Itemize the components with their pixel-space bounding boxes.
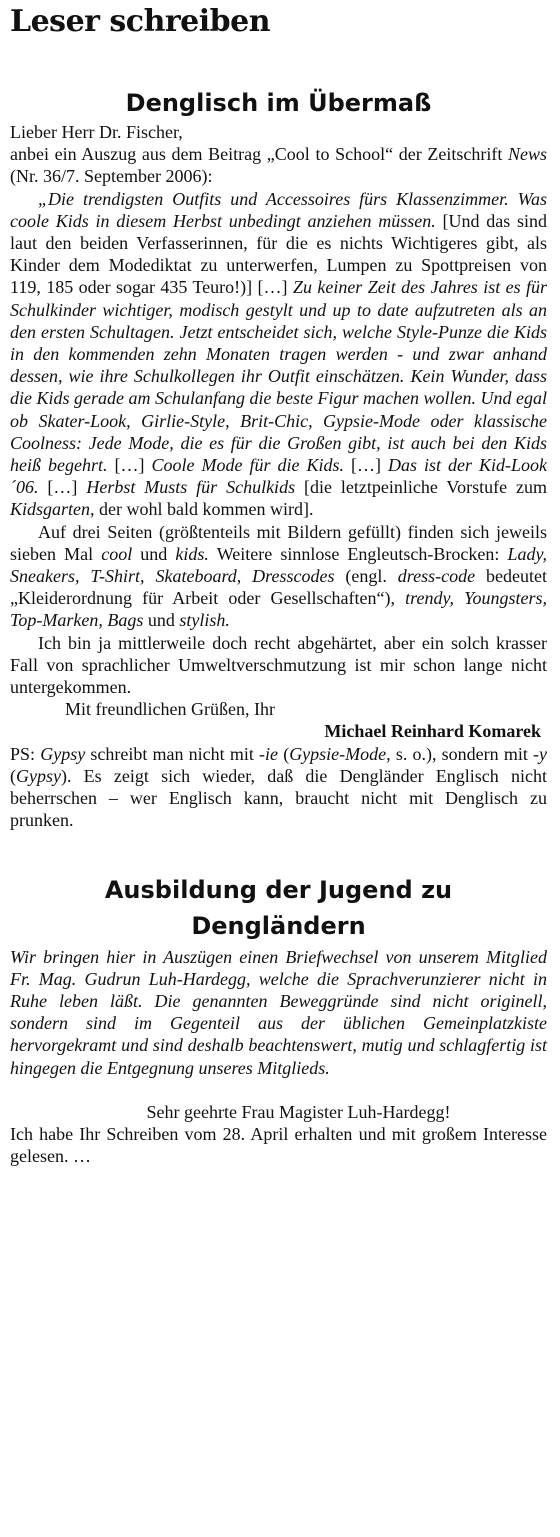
article-headline: Denglisch im Übermaß bbox=[125, 89, 432, 117]
signature: Michael Reinhard Komarek bbox=[324, 721, 541, 742]
article-denglisch bbox=[10, 88, 547, 832]
intro-paragraph: anbei ein Auszug aus dem Beitrag „Cool to School“ der Zeitschrift News (Nr. 36/7. September 2006): bbox=[10, 144, 547, 187]
article-headline bbox=[10, 872, 547, 944]
quoted-excerpt: „Die trendigsten Outfits und Accessoires fürs Klassenzimmer. Was coole Kids in diesem Herbst unbedingt anziehen müssen. [Und das sind laut den beiden Verfasserinnen, für die es nichts Wichtigeres gibt, als Kinder dem Modediktat zu unterwerfen, Lumpen zu Spottpreisen von 119, 185 oder sogar 435 Teuro!)] […] Zu keiner Zeit des Jahres ist es für Schulkinder wichtiger, modisch gestylt und up to date aufzutreten als an den ersten Schultagen. Jetzt entscheidet sich, welche Style-Punze die Kids in den kommenden zehn Monaten tragen werden - und zwar anhand dessen, wie ihre Schulkollegen ihr Outfit einschätzen. Kein Wunder, dass die Kids gerade am Schulanfang die beste Figur machen wollen. Und egal ob Skater-Look, Girlie-Style, Brit-Chic, Gypsie-Mode oder klassische Coolness: Jede Mode, die es für die Großen gibt, ist auch bei den Kids heiß begehrt. […] Coole Mode für die Kids. […] Das ist der Kid-Look ´06. […] Herbst Musts für Schulkids [die letztpeinliche Vorstufe zum Kidsgarten, der wohl bald kommen wird]. bbox=[10, 188, 548, 520]
postscript: PS: Gypsy schreibt man nicht mit -ie (Gypsie-Mode, s. o.), sondern mit -y (Gypsy). Es zeigt sich wieder, daß die Dengländer Englisch nicht beherrschen – wer Englisch kann, braucht nicht mit Denglisch zu prunken. bbox=[10, 743, 547, 831]
headline-line: Ausbildung der Jugend zu bbox=[104, 875, 453, 904]
closing: Mit freundlichen Grüßen, Ihr bbox=[65, 699, 275, 720]
lead-paragraph: Wir bringen hier in Auszügen einen Briefwechsel von unserem Mitglied Fr. Mag. Gudrun Luh-Hardegg, welche die Sprachverunzierer nicht in Ruhe leben läßt. Die genannten Beweggründe sind nicht originell, sondern sind im Gegenteil aus der üblichen Gemeinplatzkiste hervorgekramt und sind deshalb beachtenswert, mutig und schlagfertig ist hingegen die Entgegnung unseres Mitglieds. bbox=[10, 946, 547, 1078]
letter-salutation: Sehr geehrte Frau Magister Luh-Hardegg! bbox=[146, 1101, 451, 1122]
article-ausbildung bbox=[10, 872, 547, 1168]
letter-text: Ich habe Ihr Schreiben vom 28. April erhalten und mit großem Interesse gelesen. … bbox=[10, 1123, 547, 1167]
body-paragraph: Auf drei Seiten (größtenteils mit Bildern gefüllt) finden sich jeweils sieben Mal cool und kids. Weitere sinnlose Engleutsch-Brocken: Lady, Sneakers, T-Shirt, Skateboard, Dresscodes (engl. dress-code bedeutet „Kleiderordnung für Arbeit oder Gesellschaften“), trendy, Youngsters, Top-Marken, Bags und stylish. bbox=[10, 521, 548, 631]
salutation: Lieber Herr Dr. Fischer, bbox=[10, 122, 183, 142]
masthead: Leser schreiben bbox=[10, 4, 271, 39]
headline-line: Dengländern bbox=[191, 911, 366, 940]
body-paragraph: Ich bin ja mittlerweile doch recht abgehärtet, aber ein solch krasser Fall von sprachlicher Umweltverschmutzung ist mir schon lange nicht untergekommen. bbox=[10, 632, 547, 698]
